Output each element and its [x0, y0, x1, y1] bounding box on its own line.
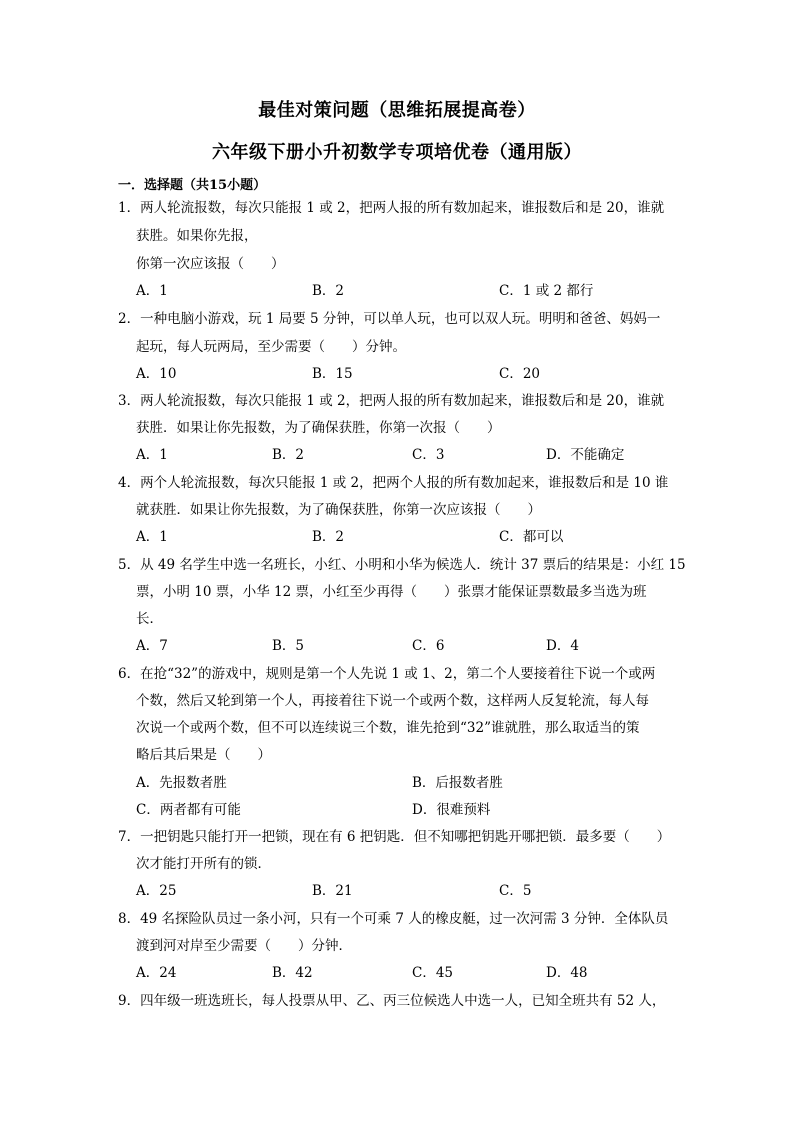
question-8-option-b: B．42 [272, 965, 313, 981]
question-3-option-c: C．3 [412, 447, 445, 463]
question-7-line-1: 7．一把钥匙只能打开一把锁，现在有 6 把钥匙．但不知哪把钥匙开哪把锁．最多要（ ） [118, 829, 671, 845]
question-6-option-d: D．很难预料 [412, 802, 491, 818]
question-6-line-4: 略后其后果是（ ） [136, 747, 271, 763]
question-8-line-2: 渡到河对岸至少需要（ ）分钟． [136, 938, 352, 954]
question-6-line-2: 个数，然后又轮到第一个人，再接着往下说一个或两个数，这样两人反复轮流，每人每 [136, 693, 649, 709]
question-2-option-a: A．10 [136, 366, 177, 382]
question-2-option-b: B．15 [312, 366, 353, 382]
question-1-option-a: A．1 [136, 283, 168, 299]
question-2-option-c: C．20 [499, 366, 541, 382]
question-8-option-a: A．24 [136, 965, 177, 981]
question-4-option-c: C．都可以 [499, 529, 564, 545]
question-5-option-c: C．6 [412, 638, 445, 654]
question-9-line-1: 9．四年级一班选班长，每人投票从甲、乙、丙三位候选人中选一人，已知全班共有 52 人， [118, 993, 666, 1009]
question-6-option-b: B．后报数者胜 [412, 775, 503, 791]
question-7-option-b: B．21 [312, 883, 353, 899]
question-7-option-a: A．25 [136, 883, 177, 899]
question-4-option-b: B．2 [312, 529, 345, 545]
question-1-line-3: 你第一次应该报（ ） [136, 256, 285, 272]
question-5-line-1: 5．从 49 名学生中选一名班长，小红、小明和小华为候选人．统计 37 票后的结果是：小红 15 [118, 557, 686, 573]
question-2-line-1: 2．一种电脑小游戏，玩 1 局要 5 分钟，可以单人玩，也可以双人玩。明明和爸爸、妈妈一 [118, 311, 661, 327]
question-7-option-c: C．5 [499, 883, 532, 899]
question-8-line-1: 8．49 名探险队员过一条小河，只有一个可乘 7 人的橡皮艇，过一次河需 3 分钟．全体队员 [118, 911, 669, 927]
question-1-option-b: B．2 [312, 283, 345, 299]
question-4-line-2: 就获胜．如果让你先报数，为了确保获胜，你第一次应该报（ ） [136, 502, 541, 518]
question-3-option-b: B．2 [272, 447, 305, 463]
question-1-line-2: 获胜。如果你先报， [136, 228, 258, 244]
question-8-option-c: C．45 [412, 965, 454, 981]
question-6-option-c: C．两者都有可能 [136, 802, 241, 818]
question-4-option-a: A．1 [136, 529, 168, 545]
section-heading: 一．选择题（共15小题） [118, 178, 267, 193]
document-subtitle: 六年级下册小升初数学专项培优卷（通用版） [212, 142, 582, 163]
question-6-line-1: 6．在抢“32”的游戏中，规则是第一个人先说 1 或 1、2，第二个人要接着往下说一个或两 [118, 666, 656, 682]
question-3-option-d: D．不能确定 [546, 447, 625, 463]
question-1-line-1: 1．两人轮流报数，每次只能报 1 或 2，把两人报的所有数加起来，谁报数后和是 20，谁就 [118, 200, 665, 216]
question-6-option-a: A．先报数者胜 [136, 775, 227, 791]
question-5-option-a: A．7 [136, 638, 168, 654]
question-7-line-2: 次才能打开所有的锁． [136, 856, 271, 872]
question-6-line-3: 次说一个或两个数，但不可以连续说三个数，谁先抢到“32”谁就胜，那么取适当的策 [136, 720, 640, 736]
question-3-line-2: 获胜．如果让你先报数，为了确保获胜，你第一次报（ ） [136, 420, 501, 436]
question-3-option-a: A．1 [136, 447, 168, 463]
document-title: 最佳对策问题（思维拓展提高卷） [258, 100, 536, 121]
question-2-line-2: 起玩，每人玩两局，至少需要（ ）分钟。 [136, 339, 406, 355]
question-1-option-c: C．1 或 2 都行 [499, 283, 594, 299]
question-5-option-b: B．5 [272, 638, 305, 654]
question-5-line-2: 票，小明 10 票，小华 12 票，小红至少再得（ ）张票才能保证票数最多当选为班 [136, 584, 647, 600]
question-4-line-1: 4．两个人轮流报数，每次只能报 1 或 2，把两个人报的所有数加起来，谁报数后和是 10 谁 [118, 475, 669, 491]
question-8-option-d: D．48 [546, 965, 588, 981]
question-3-line-1: 3．两人轮流报数，每次只能报 1 或 2，把两人报的所有数加起来，谁报数后和是 20，谁就 [118, 393, 665, 409]
question-5-line-3: 长． [136, 611, 163, 627]
question-5-option-d: D．4 [546, 638, 579, 654]
